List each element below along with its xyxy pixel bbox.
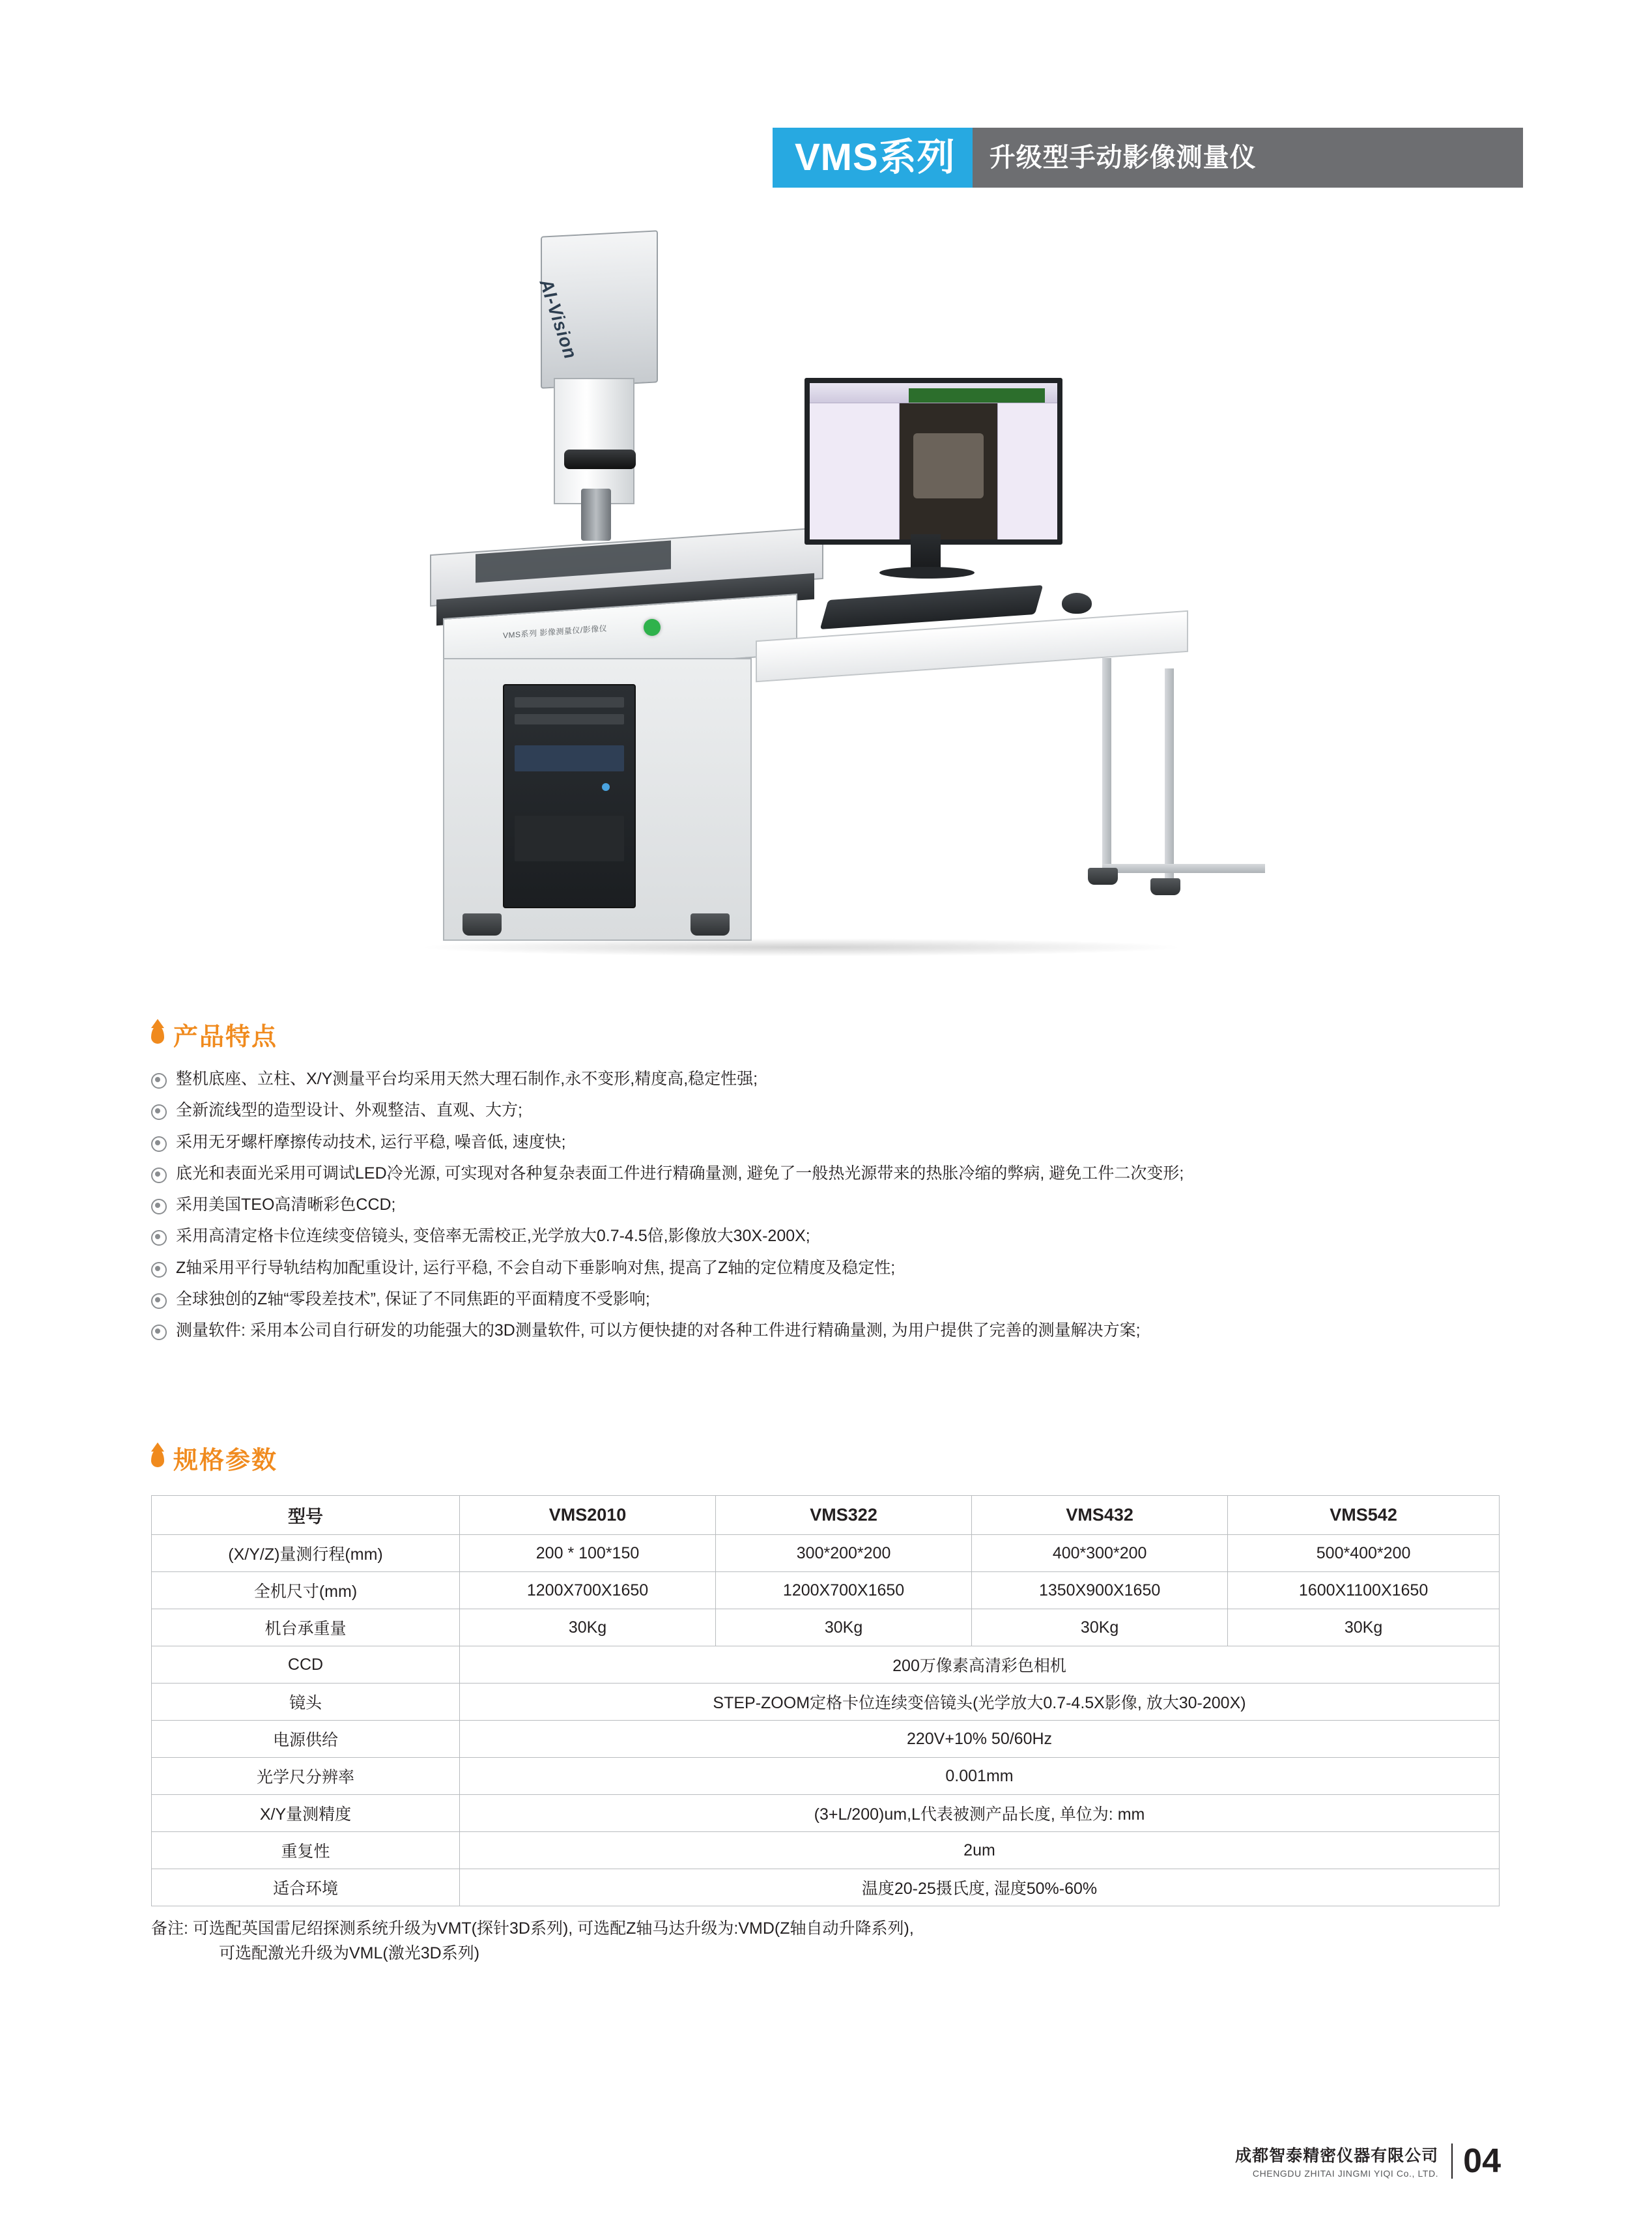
table-row: [152, 1646, 1500, 1684]
cell: 200万像素高清彩色相机: [460, 1646, 1500, 1684]
cell: (3+L/200)um,L代表被测产品长度, 单位为: mm: [460, 1795, 1500, 1832]
desk-foot: [1150, 878, 1180, 895]
desk-leg: [1165, 668, 1174, 883]
machine-column: [554, 378, 634, 504]
page-title: VMS系列: [795, 136, 956, 179]
desk-top: [756, 610, 1188, 682]
spec-remark: [151, 1917, 1652, 1966]
workpiece-image: [913, 433, 984, 498]
monitor-stand: [911, 534, 941, 569]
floor-shadow: [417, 938, 1186, 956]
row-label: 镜头: [152, 1684, 460, 1721]
list-item: [151, 1164, 1652, 1184]
header-title-block: [773, 128, 973, 188]
cell: 1600X1100X1650: [1228, 1572, 1500, 1609]
list-item: [151, 1195, 1652, 1215]
features-list: [151, 1069, 1652, 1341]
feature-text: 全新流线型的造型设计、外观整洁、直观、大方;: [176, 1101, 522, 1120]
feature-text: 底光和表面光采用可调试LED冷光源, 可实现对各种复杂表面工件进行精确量测, 避免了一般热光源带来的热胀冷缩的弊病, 避免工件二次变形;: [176, 1164, 1184, 1182]
row-label: 全机尺寸(mm): [152, 1572, 460, 1609]
spec-heading: [151, 1440, 1652, 1476]
table-row: [152, 1572, 1500, 1609]
spec-heading-text: 规格参数: [173, 1447, 278, 1474]
bullet-icon: [151, 1168, 167, 1183]
cell: 1200X700X1650: [716, 1572, 972, 1609]
feature-text: 采用无牙螺杆摩擦传动技术, 运行平稳, 噪音低, 速度快;: [176, 1132, 566, 1151]
focus-knob: [564, 450, 636, 469]
row-label: 光学尺分辨率: [152, 1758, 460, 1795]
list-item: [151, 1258, 1652, 1278]
bullet-icon: [151, 1325, 167, 1340]
measuring-head: [535, 230, 658, 388]
spec-table-wrap: [151, 1495, 1500, 1906]
list-item: [151, 1321, 1652, 1341]
feature-text: Z轴采用平行导轨结构加配重设计, 运行平稳, 不会自动下垂影响对焦, 提高了Z轴的定位精度及稳定性;: [176, 1258, 896, 1277]
feature-text: 全球独创的Z轴“零段差技术”, 保证了不同焦距的平面精度不受影响;: [176, 1289, 650, 1308]
machine-panel-label: VMS系列 影像测量仪/影像仪: [503, 624, 608, 640]
list-item: [151, 1069, 1652, 1089]
column-header: VMS322: [716, 1496, 972, 1535]
table-row: [152, 1684, 1500, 1721]
cell: 200 * 100*150: [460, 1535, 716, 1572]
feature-text: 采用高清定格卡位连续变倍镜头, 变倍率无需校正,光学放大0.7-4.5倍,影像放大30X-200X;: [176, 1227, 810, 1246]
feature-text: 测量软件: 采用本公司自行研发的功能强大的3D测量软件, 可以方便快捷的对各种工件进行精确量测, 为用户提供了完善的测量解决方案;: [176, 1321, 1141, 1340]
remark-line-2: 可选配激光升级为VML(激光3D系列): [219, 1943, 480, 1962]
page-header-banner: [773, 128, 1523, 188]
leveling-foot: [691, 913, 730, 936]
cell: 30Kg: [460, 1609, 716, 1646]
table-row: [152, 1795, 1500, 1832]
software-left-pane: [810, 403, 900, 539]
cell: 400*300*200: [972, 1535, 1228, 1572]
footer-divider: [1451, 2143, 1453, 2179]
monitor-base: [879, 567, 975, 579]
table-row: [152, 1609, 1500, 1646]
table-row: [152, 1721, 1500, 1758]
table-row: [152, 1535, 1500, 1572]
droplet-icon: [151, 1449, 164, 1467]
computer-tower: [503, 684, 636, 908]
cell: STEP-ZOOM定格卡位连续变倍镜头(光学放大0.7-4.5X影像, 放大30-200X): [460, 1684, 1500, 1721]
cell: 30Kg: [972, 1609, 1228, 1646]
features-heading-text: 产品特点: [173, 1024, 278, 1051]
features-section: [0, 1016, 1652, 1352]
power-button-icon: [644, 619, 661, 636]
cell: 1200X700X1650: [460, 1572, 716, 1609]
row-label: 机台承重量: [152, 1609, 460, 1646]
bullet-icon: [151, 1293, 167, 1309]
cell: 300*200*200: [716, 1535, 972, 1572]
vent-grille: [515, 816, 624, 861]
leveling-foot: [463, 913, 502, 936]
row-label: CCD: [152, 1646, 460, 1684]
table-row: [152, 1869, 1500, 1906]
page-footer: [0, 2143, 1652, 2179]
bullet-icon: [151, 1073, 167, 1089]
cell: 0.001mm: [460, 1758, 1500, 1795]
front-panel: [515, 745, 624, 771]
cell: 500*400*200: [1228, 1535, 1500, 1572]
page-subtitle: 升级型手动影像测量仪: [989, 143, 1257, 172]
bullet-icon: [151, 1262, 167, 1278]
feature-text: 采用美国TEO高清晰彩色CCD;: [176, 1196, 396, 1214]
desk-leg: [1102, 658, 1111, 873]
list-item: [151, 1132, 1652, 1153]
column-header: VMS432: [972, 1496, 1228, 1535]
drive-bay: [515, 714, 624, 724]
software-right-pane: [997, 403, 1057, 539]
company-block: [1235, 2143, 1438, 2179]
table-row: [152, 1832, 1500, 1869]
cell: 220V+10% 50/60Hz: [460, 1721, 1500, 1758]
column-header: VMS542: [1228, 1496, 1500, 1535]
remark-line-1: 备注: 可选配英国雷尼绍探测系统升级为VMT(探针3D系列), 可选配Z轴马达升级为:VMD(Z轴自动升降系列),: [151, 1919, 914, 1938]
list-item: [151, 1289, 1652, 1310]
software-workspace: [810, 403, 1057, 539]
row-label: 重复性: [152, 1832, 460, 1869]
header-subtitle-block: [973, 128, 1523, 188]
list-item: [151, 1226, 1652, 1246]
company-name-en: CHENGDU ZHITAI JINGMI YIQI Co., LTD.: [1252, 2168, 1439, 2179]
bullet-icon: [151, 1230, 167, 1246]
product-photo: [339, 202, 1355, 990]
software-status-strip: [909, 388, 1045, 403]
droplet-icon: [151, 1025, 164, 1044]
row-label: 电源供给: [152, 1721, 460, 1758]
software-image-view: [900, 403, 997, 539]
features-heading: [151, 1016, 1652, 1052]
bullet-icon: [151, 1104, 167, 1120]
monitor: [805, 378, 1062, 545]
column-header: VMS2010: [460, 1496, 716, 1535]
power-led-icon: [602, 783, 610, 791]
bullet-icon: [151, 1136, 167, 1152]
row-label: (X/Y/Z)量测行程(mm): [152, 1535, 460, 1572]
column-header: 型号: [152, 1496, 460, 1535]
cell: 2um: [460, 1832, 1500, 1869]
cell: 温度20-25摄氏度, 湿度50%-60%: [460, 1869, 1500, 1906]
feature-text: 整机底座、立柱、X/Y测量平台均采用天然大理石制作,永不变形,精度高,稳定性强;: [176, 1070, 758, 1088]
cell: 30Kg: [1228, 1609, 1500, 1646]
monitor-screen: [810, 383, 1057, 539]
desk-foot: [1088, 868, 1118, 885]
cell: 30Kg: [716, 1609, 972, 1646]
row-label: 适合环境: [152, 1869, 460, 1906]
table-row: [152, 1758, 1500, 1795]
zoom-lens: [581, 489, 611, 541]
desk-rail: [1102, 864, 1265, 873]
company-name-cn: 成都智泰精密仪器有限公司: [1235, 2147, 1439, 2165]
page-number: 04: [1463, 2142, 1501, 2180]
drive-bay: [515, 697, 624, 708]
spec-table: [151, 1495, 1500, 1906]
cell: 1350X900X1650: [972, 1572, 1228, 1609]
bullet-icon: [151, 1199, 167, 1214]
spec-section: [0, 1440, 1652, 1966]
table-header-row: [152, 1496, 1500, 1535]
mouse: [1062, 593, 1092, 614]
row-label: X/Y量测精度: [152, 1795, 460, 1832]
list-item: [151, 1100, 1652, 1121]
machine-brand-logo: AI-Vision: [535, 276, 581, 362]
